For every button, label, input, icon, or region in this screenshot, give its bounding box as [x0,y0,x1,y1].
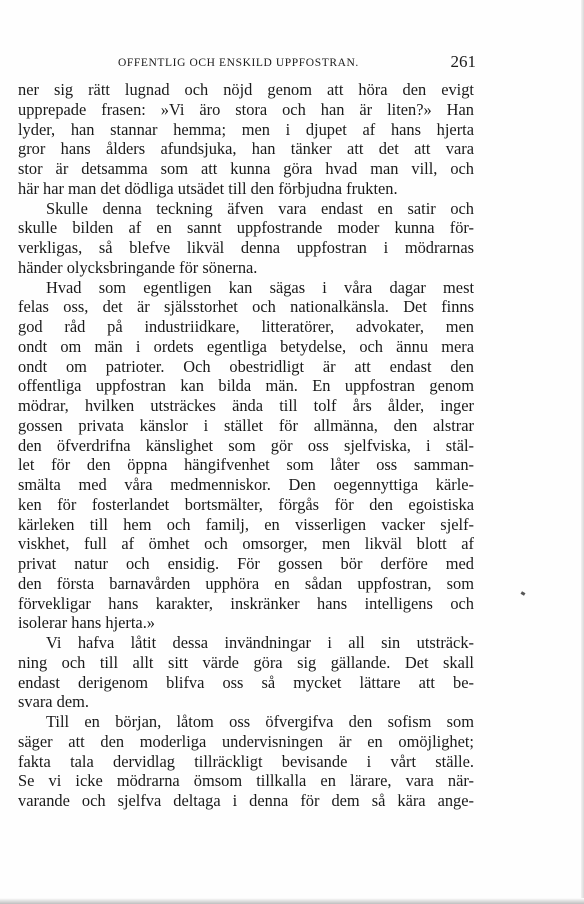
text-line: Hvad som egentligen kan sägas i våra dagar mest [46,277,474,297]
page-header [60,52,476,74]
text-line: den första barnavården upphöra en sådan uppfostran, som [18,573,474,593]
text-line: let för den öppna hängifvenhet som låter oss samman- [18,455,474,475]
text-line: förvekligar hans karakter, inskränker hans intelligens och [18,593,474,613]
page-number: 261 [450,52,476,71]
text-line: offentliga uppfostran kan bilda män. En uppfostran genom [18,376,474,396]
text-line: varande och sjelfva deltaga i denna för dem så kära ange- [18,791,474,810]
text-line: gror hans ålders afundsjuka, han tänker att det att vara [18,139,474,159]
text-line: lyder, han stannar hemma; men i djupet af hans hjerta [18,119,474,139]
running-head: OFFENTLIG OCH ENSKILD UPPFOSTRAN. [118,57,359,69]
text-line: skulle bilden af en sannt uppfostrande moder kunna för- [18,218,474,238]
text-line: Till en början, låtom oss öfvergifva den sofism som [46,712,474,731]
text-line: upprepade frasen: »Vi äro stora och han är liten?» Han [18,99,474,119]
text-line: Skulle denna teckning äfven vara endast en satir och [46,198,474,218]
text-line: mödrar, hvilken utsträckes ända till tolf års ålder, inger [18,396,474,415]
text-line: säger att den moderliga undervisningen är en omöjlighet; [18,731,474,751]
text-line: händer olycksbringande för sönerna. [18,257,258,277]
text-line: Vi hafva låtit dessa invändningar i all sin utsträck- [46,633,474,652]
text-line: felas oss, det är själsstorhet och nationalkänsla. Det finns [18,297,474,317]
text-line: god råd på industriidkare, litteratörer, advokater, men [18,317,474,336]
text-line: endast derigenom blifva oss så mycket lättare att be- [18,672,474,692]
text-line: ondt om patrioter. Och obestridligt är att endast den [18,356,474,376]
text-line: viskhet, full af ömhet och omsorger, men likväl blott af [18,534,474,554]
text-line: privat natur och ensidig. För gossen bör derföre med [18,554,474,573]
text-line: den öfverdrifna känslighet som gör oss sjelfviska, i stäl- [18,435,474,455]
text-line: ner sig rätt lugnad och nöjd genom att höra den evigt [18,80,474,99]
text-line: Se vi icke mödrarna ömsom tillkalla en lärare, vara när- [18,771,474,791]
text-line: här har man det dödliga utsädet till den förbjudna frukten. [18,178,398,198]
text-line: verkligas, så blefve likväl denna uppfostran i mödrarnas [18,238,474,257]
text-line: fakta tala dervidlag tillräckligt bevisande i vårt ställe. [18,751,474,771]
margin-mark [521,591,526,596]
text-line: ning och till allt sitt värde göra sig gällande. Det skall [18,652,474,672]
text-line: kärleken till hem och familj, en visserligen vacker sjelf- [18,514,474,534]
body-text [18,80,474,811]
text-line: ondt om män i ordets egentliga betydelse, och ännu mera [18,336,474,356]
text-line: isolerar hans hjerta.» [18,613,155,633]
text-line: svara dem. [18,692,89,712]
text-line: ken för fosterlandet bortsmälter, förgås för den egoistiska [18,494,474,514]
page-edge-bottom [0,898,584,904]
text-line: smälta med våra medmenniskor. Den oegennyttiga kärle- [18,475,474,494]
text-line: stor är detsamma som att kunna göra hvad man vill, och [18,159,474,178]
text-line: gossen privata känslor i stället för allmänna, den alstrar [18,415,474,435]
